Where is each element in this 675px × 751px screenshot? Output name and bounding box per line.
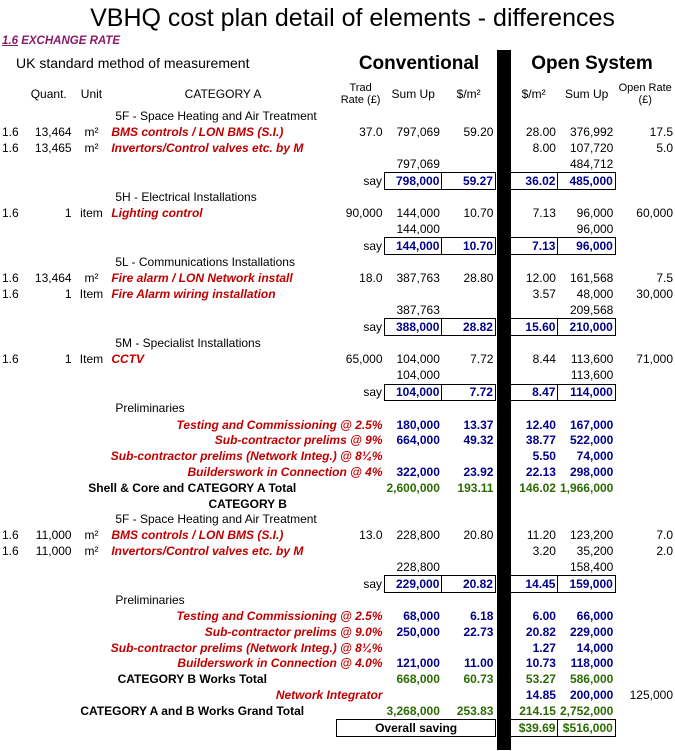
say-label: say xyxy=(363,384,382,399)
section-heading-row xyxy=(0,592,675,608)
rounded-open-sum: 485,000 xyxy=(558,173,615,190)
line-item-row xyxy=(0,125,675,141)
total-sum: 3,268,000 xyxy=(386,703,440,718)
section-heading: 5L - Communications Installations xyxy=(115,255,295,270)
prelim-per-m2: 11.00 xyxy=(464,656,494,671)
prelim-open-sum: 66,000 xyxy=(576,609,614,624)
subtotal-row xyxy=(0,303,675,319)
prelim-open-sum: 229,000 xyxy=(569,624,614,639)
rounded-sum: 144,000 xyxy=(385,238,442,255)
open-sum-up: 113,600 xyxy=(570,352,614,367)
total-per-m2: 193.11 xyxy=(457,480,494,495)
subtotal-sum: 144,000 xyxy=(396,221,440,236)
quantity: 1 xyxy=(64,287,72,302)
open-per-m2: 11.20 xyxy=(526,528,556,543)
prelim-open-sum: 14,000 xyxy=(576,640,614,655)
subtotal-row xyxy=(0,368,675,384)
sum-up: 104,000 xyxy=(396,352,440,367)
prelim-open-sum: 74,000 xyxy=(576,449,614,464)
prelim-per-m2 xyxy=(442,640,496,656)
quantity: 13,464 xyxy=(34,271,72,286)
open-rate: 71,000 xyxy=(636,352,673,367)
prelim-per-m2: 13.37 xyxy=(463,417,494,432)
say-label: say xyxy=(363,576,382,591)
prelim-sum: 664,000 xyxy=(396,433,440,448)
total-per-m2: 253.83 xyxy=(456,703,494,718)
per-m2: 7.72 xyxy=(470,352,494,367)
trad-rate xyxy=(337,287,385,303)
say-label: say xyxy=(363,173,382,188)
prelim-open-rate xyxy=(615,465,675,481)
subtotal-sum: 104,000 xyxy=(396,368,440,383)
total-label: CATEGORY B Works Total xyxy=(117,672,267,687)
item-description: Invertors/Control valves etc. by M xyxy=(111,140,304,155)
prelim-open-per-m2: 20.82 xyxy=(525,624,556,639)
prelim-open-per-m2: 12.40 xyxy=(525,417,556,432)
per-m2 xyxy=(442,544,496,560)
total-sum: 668,000 xyxy=(396,672,440,687)
sum-up: 228,800 xyxy=(396,528,440,543)
prelim-per-m2: 22.73 xyxy=(463,624,494,639)
preliminary-description: Sub-contractor prelims (Network Integ.) @ 8¼% xyxy=(110,640,383,655)
section-heading: Preliminaries xyxy=(115,593,185,608)
prelim-sum: 68,000 xyxy=(403,609,440,624)
sum-up xyxy=(385,544,442,560)
sum-up: 797,069 xyxy=(396,125,440,140)
section-heading-row xyxy=(0,336,675,352)
open-per-m2: 7.13 xyxy=(532,206,556,221)
area-code: 1.6 xyxy=(2,206,19,221)
total-open-sum: 1,966,000 xyxy=(559,480,614,495)
total-label: CATEGORY A and B Works Grand Total xyxy=(80,703,305,718)
item-description: Invertors/Control valves etc. by M xyxy=(111,543,304,558)
open-rate: 7.5 xyxy=(656,271,673,286)
cost-table xyxy=(0,79,675,737)
trad-rate: 37.0 xyxy=(359,125,383,140)
rounded-per-m2: 28.82 xyxy=(442,319,496,336)
prelim-sum xyxy=(385,640,442,656)
section-heading: 5H - Electrical Installations xyxy=(115,190,257,205)
preliminary-row xyxy=(0,433,675,449)
item-description: Lighting control xyxy=(111,206,203,221)
prelim-open-sum: 298,000 xyxy=(569,464,614,479)
rounded-sum: 388,000 xyxy=(385,319,442,336)
area-code: 1.6 xyxy=(2,543,19,558)
rounded-open-per-m2: 15.60 xyxy=(509,319,558,336)
prelim-open-rate xyxy=(615,433,675,449)
rounded-open-per-m2: 7.13 xyxy=(509,238,558,255)
item-description: BMS controls / LON BMS (S.I.) xyxy=(111,125,284,140)
section-heading-row xyxy=(0,109,675,125)
quantity: 11,000 xyxy=(35,543,72,558)
per-m2: 20.80 xyxy=(463,528,494,543)
area-code: 1.6 xyxy=(2,528,19,543)
column-header-row xyxy=(0,79,675,109)
rounded-per-m2: 59.27 xyxy=(442,173,496,190)
open-per-m2: 8.44 xyxy=(532,352,556,367)
rounded-sum: 104,000 xyxy=(385,384,442,401)
preliminary-row xyxy=(0,688,675,704)
preliminary-description: Testing and Commissioning @ 2.5% xyxy=(176,609,383,624)
prelim-sum: 121,000 xyxy=(396,656,440,671)
open-rate: 2.0 xyxy=(656,543,673,558)
line-item-row xyxy=(0,206,675,222)
rounded-per-m2: 10.70 xyxy=(442,238,496,255)
per-m2: 10.70 xyxy=(463,206,494,221)
header-category: CATEGORY A xyxy=(184,86,262,101)
prelim-open-rate xyxy=(615,417,675,433)
unit: m² xyxy=(84,271,99,286)
preliminary-description: Builderswork in Connection @ 4% xyxy=(187,464,383,479)
open-rate: 30,000 xyxy=(636,287,673,302)
total-open-per-m2: 53.27 xyxy=(525,672,556,687)
say-label: say xyxy=(363,319,382,334)
unit: m² xyxy=(84,125,99,140)
sum-up: 387,763 xyxy=(396,271,440,286)
header-per-m2-open: $/m² xyxy=(521,86,546,101)
category-heading-row xyxy=(0,496,675,512)
open-sum-up: 376,992 xyxy=(569,125,614,140)
open-sum-up: 161,568 xyxy=(569,271,614,286)
subtotal-sum: 387,763 xyxy=(396,302,440,317)
unit: m² xyxy=(84,543,99,558)
preliminary-row xyxy=(0,609,675,625)
rounded-sum: 229,000 xyxy=(385,576,442,593)
open-rate: 60,000 xyxy=(636,206,673,221)
unit: Item xyxy=(79,352,104,367)
rounded-per-m2: 20.82 xyxy=(442,576,496,593)
preliminary-row xyxy=(0,656,675,672)
prelim-open-per-m2: 5.50 xyxy=(532,449,556,464)
unit: m² xyxy=(84,140,99,155)
preliminary-row xyxy=(0,625,675,641)
prelim-open-rate xyxy=(615,656,675,672)
prelim-sum: 250,000 xyxy=(396,624,440,639)
rounded-open-per-m2: 8.47 xyxy=(509,384,558,401)
rounded-total-row xyxy=(0,173,675,190)
total-open-sum: 2,752,000 xyxy=(559,703,614,718)
prelim-open-per-m2: 22.13 xyxy=(525,464,556,479)
preliminary-description: Sub-contractor prelims (Network Integ.) @ 8¼% xyxy=(110,449,383,464)
open-system-heading: Open System xyxy=(531,53,653,74)
open-subtotal-sum: 96,000 xyxy=(576,221,614,236)
prelim-open-sum: 167,000 xyxy=(569,417,614,432)
rounded-open-sum: 210,000 xyxy=(558,319,615,336)
quantity: 13,464 xyxy=(34,125,72,140)
open-per-m2: 3.20 xyxy=(532,543,556,558)
preliminary-row xyxy=(0,449,675,465)
trad-rate: 13.0 xyxy=(359,528,383,543)
section-heading-row xyxy=(0,255,675,271)
line-item-row xyxy=(0,528,675,544)
prelim-per-m2 xyxy=(442,688,496,704)
prelim-sum xyxy=(385,449,442,465)
section-heading-row xyxy=(0,401,675,417)
prelim-open-per-m2: 38.77 xyxy=(525,433,556,448)
total-open-sum: 586,000 xyxy=(569,672,614,687)
line-item-row xyxy=(0,141,675,157)
header-trad-rate: Trad Rate (£) xyxy=(340,82,381,106)
say-label: say xyxy=(363,238,382,253)
saving-sum: $516,000 xyxy=(558,720,615,737)
prelim-open-rate xyxy=(615,609,675,625)
total-open-per-m2: 146.02 xyxy=(519,480,556,495)
category-heading: CATEGORY B xyxy=(208,496,287,511)
item-description: Fire alarm / LON Network install xyxy=(111,271,293,286)
rounded-sum: 798,000 xyxy=(385,173,442,190)
item-description: Fire Alarm wiring installation xyxy=(111,287,276,302)
quantity: 13,465 xyxy=(34,140,72,155)
rounded-total-row xyxy=(0,238,675,255)
rounded-open-per-m2: 14.45 xyxy=(509,576,558,593)
open-sum-up: 48,000 xyxy=(576,287,614,302)
open-rate: 7.0 xyxy=(656,528,673,543)
per-m2 xyxy=(442,141,496,157)
per-m2 xyxy=(442,287,496,303)
open-sum-up: 107,720 xyxy=(569,140,614,155)
prelim-sum: 322,000 xyxy=(396,464,440,479)
prelim-open-rate xyxy=(615,640,675,656)
section-heading: Preliminaries xyxy=(115,401,185,416)
open-per-m2: 8.00 xyxy=(532,140,556,155)
category-total-row xyxy=(0,480,675,496)
section-heading-row xyxy=(0,512,675,528)
area-code: 1.6 xyxy=(2,140,19,155)
preliminary-row xyxy=(0,417,675,433)
total-label: Shell & Core and CATEGORY A Total xyxy=(88,480,297,495)
rounded-total-row xyxy=(0,384,675,401)
section-heading: 5M - Specialist Installations xyxy=(115,336,261,351)
category-total-row xyxy=(0,672,675,688)
subtotal-sum: 797,069 xyxy=(396,156,440,171)
overall-saving-label: Overall saving xyxy=(337,720,496,737)
sum-up xyxy=(385,141,442,157)
section-heading: 5F - Space Heating and Air Treatment xyxy=(115,512,317,527)
unit: item xyxy=(80,206,103,221)
unit: Item xyxy=(79,287,104,302)
category-total-row xyxy=(0,703,675,719)
prelim-per-m2: 6.18 xyxy=(470,609,494,624)
conventional-heading: Conventional xyxy=(358,53,480,74)
trad-rate xyxy=(337,141,385,157)
open-per-m2: 12.00 xyxy=(525,271,556,286)
unit: m² xyxy=(84,528,99,543)
prelim-open-per-m2: 14.85 xyxy=(525,688,556,703)
line-item-row xyxy=(0,544,675,560)
exchange-rate: 1.6 EXCHANGE RATE xyxy=(2,35,121,47)
prelim-open-rate xyxy=(615,449,675,465)
prelim-open-rate: 125,000 xyxy=(629,688,673,703)
page-title: VBHQ cost plan detail of elements - differences xyxy=(90,4,615,32)
open-subtotal-sum: 158,400 xyxy=(569,559,614,574)
section-heading-row xyxy=(0,189,675,205)
preliminary-description: Builderswork in Connection @ 4.0% xyxy=(177,656,383,671)
area-code: 1.6 xyxy=(2,271,19,286)
trad-rate xyxy=(337,544,385,560)
trad-rate: 90,000 xyxy=(345,206,383,221)
rounded-total-row xyxy=(0,576,675,593)
line-item-row xyxy=(0,287,675,303)
open-rate: 17.5 xyxy=(649,125,673,140)
per-m2: 28.80 xyxy=(463,271,494,286)
sum-up xyxy=(385,287,442,303)
preliminary-description: Sub-contractor prelims @ 9% xyxy=(214,433,383,448)
preliminary-row xyxy=(0,640,675,656)
area-code: 1.6 xyxy=(2,287,19,302)
preliminary-row xyxy=(0,465,675,481)
per-m2: 59.20 xyxy=(463,125,494,140)
area-code: 1.6 xyxy=(2,125,19,140)
open-sum-up: 123,200 xyxy=(569,528,614,543)
header-unit: Unit xyxy=(80,86,103,101)
total-sum: 2,600,000 xyxy=(386,480,440,495)
sum-up: 144,000 xyxy=(396,206,440,221)
preliminary-description: Sub-contractor prelims @ 9.0% xyxy=(204,624,383,639)
rounded-open-sum: 96,000 xyxy=(558,238,615,255)
prelim-open-sum: 118,000 xyxy=(570,656,614,671)
item-description: CCTV xyxy=(111,352,144,367)
saving-per-m2: $39.69 xyxy=(509,720,558,737)
area-code: 1.6 xyxy=(2,352,19,367)
prelim-open-sum: 200,000 xyxy=(569,688,614,703)
subtotal-row xyxy=(0,222,675,238)
header-quant: Quant. xyxy=(30,86,67,101)
prelim-open-per-m2: 6.00 xyxy=(532,609,556,624)
prelim-per-m2: 23.92 xyxy=(463,464,494,479)
open-per-m2: 3.57 xyxy=(532,287,556,302)
prelim-per-m2 xyxy=(442,449,496,465)
preliminary-description: Network Integrator xyxy=(275,688,383,703)
rounded-open-per-m2: 36.02 xyxy=(509,173,558,190)
item-description: BMS controls / LON BMS (S.I.) xyxy=(111,528,284,543)
subtotal-row xyxy=(0,156,675,172)
section-heading: 5F - Space Heating and Air Treatment xyxy=(115,109,317,124)
open-sum-up: 35,200 xyxy=(576,543,614,558)
quantity: 11,000 xyxy=(35,528,72,543)
rounded-open-sum: 114,000 xyxy=(558,384,615,401)
rounded-per-m2: 7.72 xyxy=(442,384,496,401)
quantity: 1 xyxy=(64,206,72,221)
prelim-open-rate xyxy=(615,625,675,641)
header-per-m2: $/m² xyxy=(456,86,481,101)
method-label: UK standard method of measurement xyxy=(16,55,250,71)
prelim-sum xyxy=(385,688,442,704)
line-item-row xyxy=(0,271,675,287)
trad-rate: 18.0 xyxy=(359,271,383,286)
open-per-m2: 28.00 xyxy=(525,125,556,140)
overall-saving-row xyxy=(0,720,675,737)
header-sum-up: Sum Up xyxy=(391,86,435,101)
subtotal-row xyxy=(0,559,675,575)
open-subtotal-sum: 113,600 xyxy=(570,368,614,383)
open-sum-up: 96,000 xyxy=(576,206,614,221)
header-sum-up-open: Sum Up xyxy=(564,86,609,101)
open-subtotal-sum: 209,568 xyxy=(569,302,614,317)
header-open-rate: Open Rate (£) xyxy=(618,82,672,106)
prelim-open-per-m2: 1.27 xyxy=(532,640,556,655)
prelim-sum: 180,000 xyxy=(396,417,440,432)
open-rate: 5.0 xyxy=(656,140,673,155)
prelim-per-m2: 49.32 xyxy=(463,433,494,448)
total-open-per-m2: 214.15 xyxy=(519,703,556,718)
rounded-total-row xyxy=(0,319,675,336)
total-per-m2: 60.73 xyxy=(463,672,494,687)
line-item-row xyxy=(0,352,675,368)
rounded-open-sum: 159,000 xyxy=(558,576,615,593)
subtotal-sum: 228,800 xyxy=(396,559,440,574)
prelim-open-sum: 522,000 xyxy=(569,433,614,448)
preliminary-description: Testing and Commissioning @ 2.5% xyxy=(176,417,383,432)
quantity: 1 xyxy=(64,352,72,367)
open-subtotal-sum: 484,712 xyxy=(569,156,614,171)
prelim-open-per-m2: 10.73 xyxy=(525,656,556,671)
trad-rate: 65,000 xyxy=(345,352,383,367)
